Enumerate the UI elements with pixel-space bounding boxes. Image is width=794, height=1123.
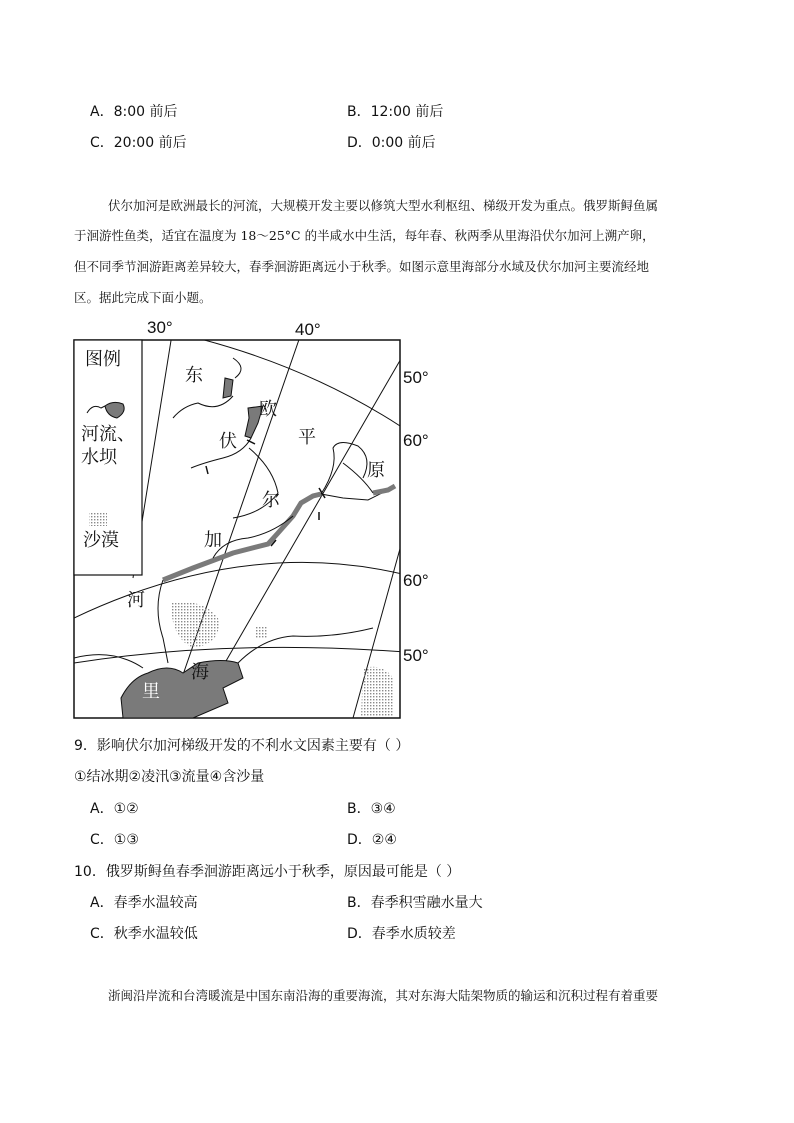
- map-label-fu: 伏: [219, 431, 237, 452]
- q8-option-d: D．0:00 前后: [347, 135, 436, 151]
- legend-desert-symbol: [89, 512, 107, 526]
- kama-river: [321, 442, 367, 494]
- lon-40-label: 40°: [295, 320, 321, 339]
- q9-option-d: D．②④: [347, 832, 397, 848]
- map-label-jia: 加: [204, 530, 222, 551]
- passage-line: 伏尔加河是欧洲最长的河流，大规模开发主要以修筑大型水利枢纽、梯级开发为重点。俄罗斯鲟鱼属: [108, 198, 659, 213]
- q9-stem: 9．影响伏尔加河梯级开发的不利水文因素主要有（ ）: [74, 738, 410, 754]
- passage-line: 于洄游性鱼类，适宜在温度为 18～25°C 的半咸水中生活，每年春、秋两季从里海沿伏尔加河上溯产卵，: [74, 228, 655, 243]
- lat-50-bottom-label: 50°: [403, 646, 429, 665]
- passage-line: 但不同季节洄游距离差异较大，春季洄游距离远小于秋季。如图示意里海部分水域及伏尔加河主要流经地: [74, 259, 650, 274]
- desert-area: [255, 626, 267, 638]
- q9-option-b: B．③④: [347, 801, 396, 817]
- lon-30-label: 30°: [147, 318, 173, 337]
- q9-option-c: C．①③: [90, 832, 139, 848]
- map-label-yuan: 原: [367, 460, 385, 481]
- meridian-40: [168, 328, 303, 718]
- q10-option-c: C．秋季水温较低: [90, 926, 198, 942]
- passage-ocean-current: 浙闽沿岸流和台湾暖流是中国东南沿海的重要海流，其对东海大陆架物质的输运和沉积过程有着重要: [108, 988, 659, 1003]
- desert-area: [171, 602, 219, 648]
- lat-60-top-label: 60°: [403, 431, 429, 450]
- reservoir: [223, 378, 233, 398]
- q8-option-c: C．20:00 前后: [90, 135, 187, 151]
- map-label-he: 河: [127, 590, 145, 611]
- q8-option-a: A．8:00 前后: [90, 104, 178, 120]
- map-label-li: 里: [142, 681, 160, 702]
- q10-option-d: D．春季水质较差: [347, 926, 456, 942]
- desert-area: [361, 667, 393, 716]
- lat-60-bottom-label: 60°: [403, 571, 429, 590]
- river: [233, 358, 241, 378]
- map-label-ping: 平: [298, 427, 316, 448]
- map-label-er: 尔: [262, 490, 280, 511]
- reservoir: [373, 486, 395, 493]
- river: [213, 516, 293, 558]
- lat-50-top-label: 50°: [403, 368, 429, 387]
- legend-dam-label: 水坝: [81, 447, 117, 468]
- legend-river-label: 河流、: [81, 424, 135, 445]
- q10-stem: 10．俄罗斯鲟鱼春季洄游距离远小于秋季，原因最可能是（ ）: [74, 864, 461, 880]
- legend-desert-label: 沙漠: [83, 530, 119, 551]
- caspian-sea: [121, 661, 243, 719]
- legend-title: 图例: [85, 349, 121, 370]
- volga-caspian-map: [73, 318, 433, 720]
- passage-line: 区。据此完成下面小题。: [74, 290, 212, 305]
- map-drawing: [73, 318, 433, 720]
- dam: [206, 466, 208, 474]
- q9-option-a: A．①②: [90, 801, 139, 817]
- map-label-dong: 东: [185, 365, 203, 386]
- map-label-hai: 海: [191, 662, 209, 683]
- map-label-ou: 欧: [259, 399, 277, 420]
- q10-option-a: A．春季水温较高: [90, 895, 198, 911]
- q10-option-b: B．春季积雪融水量大: [347, 895, 483, 911]
- q8-option-b: B．12:00 前后: [347, 104, 444, 120]
- q9-items: ①结冰期②凌汛③流量④含沙量: [74, 769, 265, 785]
- volga-river: [158, 580, 168, 663]
- river: [173, 396, 233, 418]
